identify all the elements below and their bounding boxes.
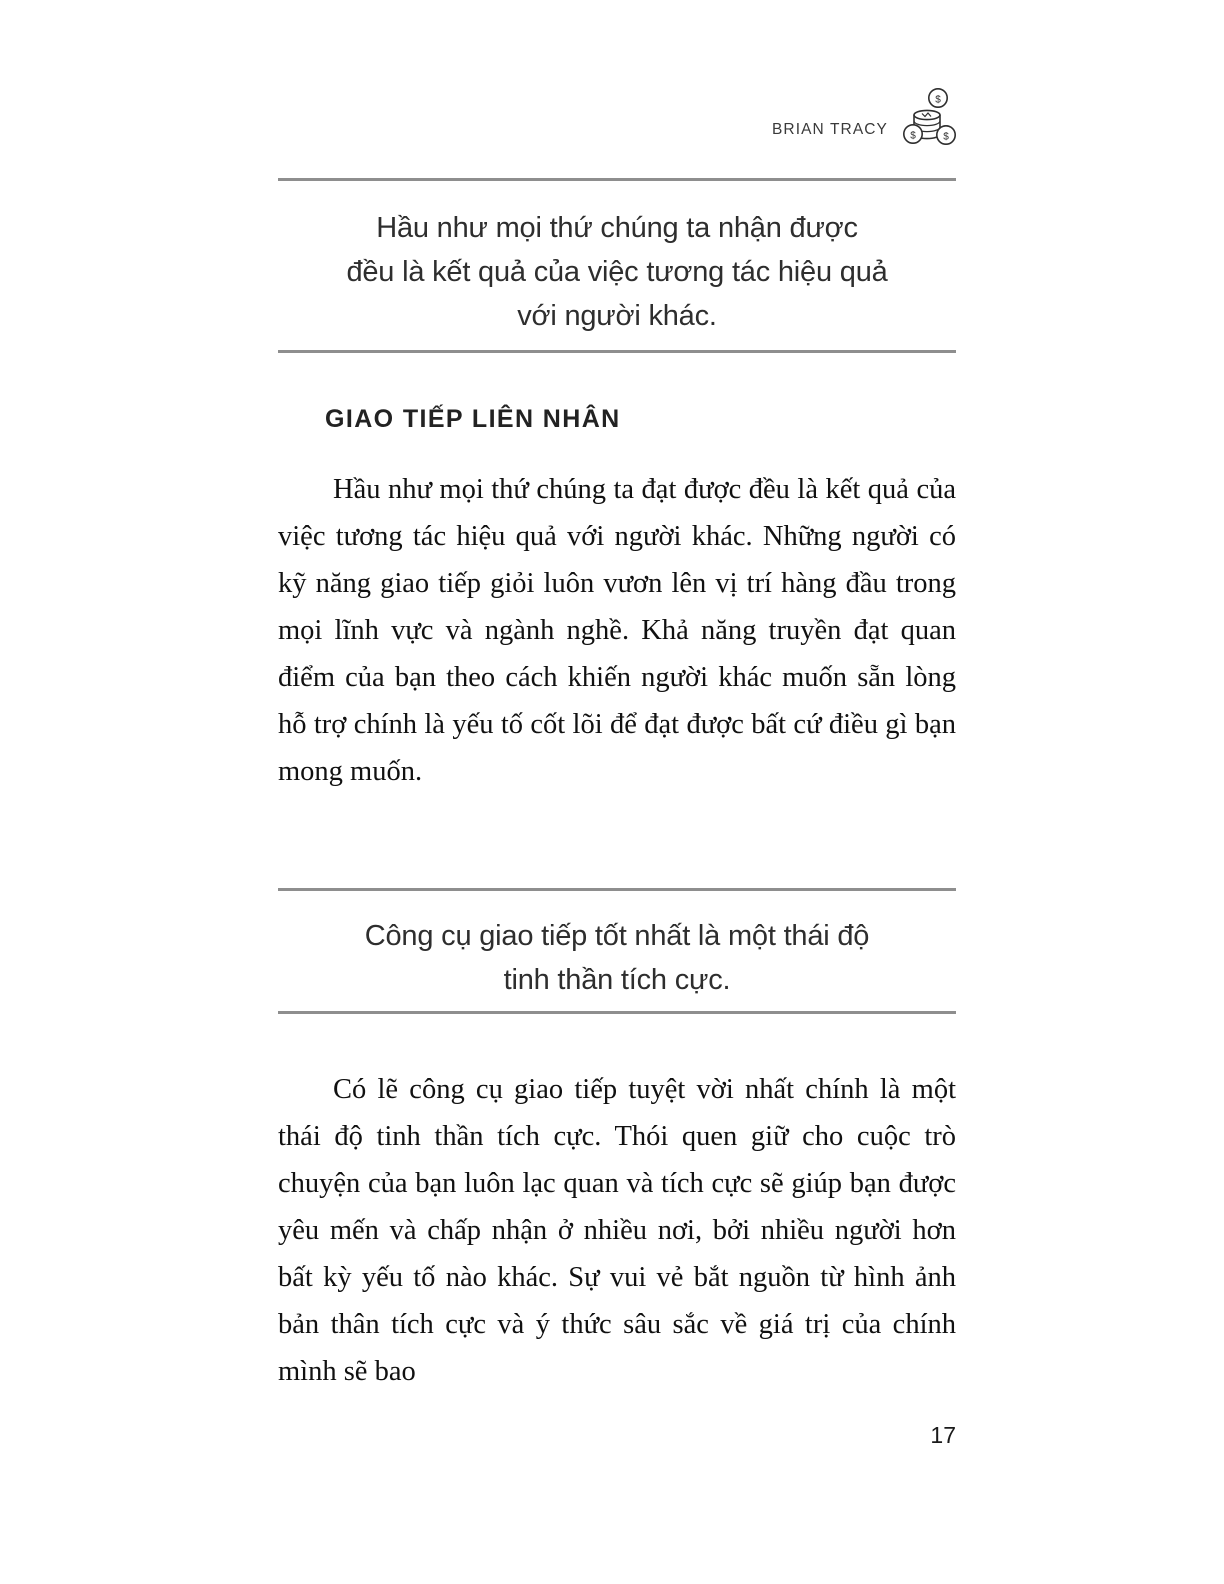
header-author-name: BRIAN TRACY	[771, 121, 888, 138]
pullquote-mid-rule-below	[278, 1011, 956, 1014]
pullquote-top-line-2: đều là kết quả của việc tương tác hiệu quả	[346, 256, 888, 288]
svg-text:$: $	[935, 94, 941, 106]
running-header	[278, 78, 956, 148]
section-paragraph: Hầu như mọi thứ chúng ta đạt được đều là kết quả của việc tương tác hiệu quả với người khác. Những người có kỹ năng giao tiếp giỏi luôn vươn lên vị trí hàng đầu trong mọi lĩnh vực và ngành nghề. Khả năng truyền đạt quan điểm của bạn theo cách khiến người khác muốn sẵn lòng hỗ trợ chính là yếu tố cốt lõi để đạt được bất cứ điều gì bạn mong muốn.	[278, 474, 956, 787]
pullquote-top-rule-below	[278, 350, 956, 353]
coin-stack-icon	[900, 86, 956, 148]
pullquote-top-rule-above	[278, 178, 956, 181]
page-number: 17	[930, 1422, 956, 1448]
pullquote-mid	[278, 914, 956, 1002]
closing-paragraph: Có lẽ công cụ giao tiếp tuyệt vời nhất chính là một thái độ tinh thần tích cực. Thói quen giữ cho cuộc trò chuyện của bạn luôn lạc quan và tích cực sẽ giúp bạn được yêu mến và chấp nhận ở nhiều nơi, bởi nhiều người hơn bất kỳ yếu tố nào khác. Sự vui vẻ bắt nguồn từ hình ảnh bản thân tích cực và ý thức sâu sắc về giá trị của chính mình sẽ bao	[278, 1074, 956, 1387]
svg-text:$: $	[943, 131, 949, 143]
pullquote-mid-rule-above	[278, 888, 956, 891]
pullquote-mid-line-1: Công cụ giao tiếp tốt nhất là một thái độ	[364, 920, 870, 952]
section-heading: GIAO TIẾP LIÊN NHÂN	[325, 405, 621, 433]
pullquote-mid-line-2: tinh thần tích cực.	[503, 964, 731, 996]
pullquote-top-line-1: Hầu như mọi thứ chúng ta nhận được	[376, 212, 858, 244]
pullquote-top	[278, 206, 956, 338]
svg-text:$: $	[910, 130, 916, 142]
pullquote-top-line-3: với người khác.	[517, 300, 717, 332]
